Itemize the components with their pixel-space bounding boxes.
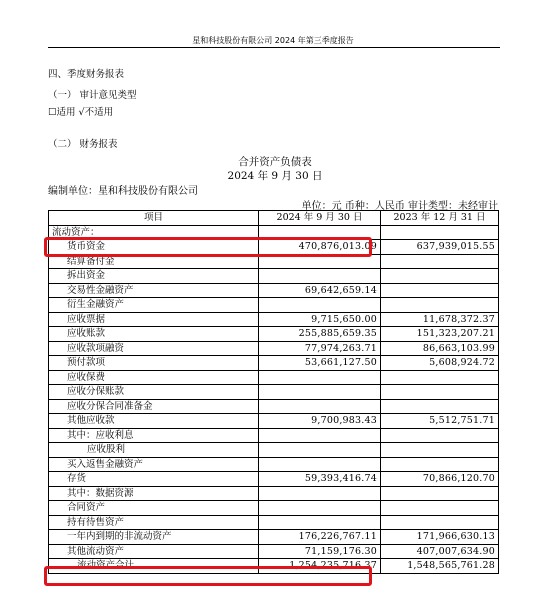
table-row — [49, 486, 499, 501]
value-prior — [381, 457, 499, 472]
value-prior: 5,608,924.72 — [381, 356, 499, 371]
column-header-item: 项目 — [49, 211, 259, 226]
section-label: 流动资产： — [49, 225, 259, 240]
value-current: 59,393,416.74 — [259, 472, 381, 487]
table-row — [49, 472, 499, 487]
row-label: 合同资产 — [49, 501, 259, 516]
value-prior: 70,866,120.70 — [381, 472, 499, 487]
financial-statements-heading: （二） 财务报表 — [48, 139, 118, 150]
value-prior — [381, 515, 499, 530]
value-current — [259, 298, 381, 313]
value-prior — [381, 501, 499, 516]
page-header: 星和科技股份有限公司 2024 年第三季度报告 — [192, 36, 354, 45]
value-prior — [381, 385, 499, 400]
row-label: 其中：数据资源 — [49, 486, 259, 501]
table-row — [49, 385, 499, 400]
table-row — [49, 283, 499, 298]
value-prior — [381, 486, 499, 501]
value-current: 1,254,235,716.37 — [259, 559, 381, 574]
value-prior — [381, 428, 499, 443]
row-label: 拆出资金 — [49, 269, 259, 284]
section-heading: 四、季度财务报表 — [48, 69, 125, 80]
value-prior — [381, 443, 499, 458]
row-label: 持有待售资产 — [49, 515, 259, 530]
table-row — [49, 341, 499, 356]
row-label: 结算备付金 — [49, 254, 259, 269]
value-prior — [381, 283, 499, 298]
value-prior: 637,939,015.55 — [381, 240, 499, 255]
table-row — [49, 327, 499, 342]
value-prior: 11,678,372.37 — [381, 312, 499, 327]
audit-opinion-heading: （一） 审计意见类型 — [48, 90, 137, 101]
value-current: 69,642,659.14 — [259, 283, 381, 298]
value-current — [259, 457, 381, 472]
value-prior: 151,323,207.21 — [381, 327, 499, 342]
empty-cell — [381, 225, 499, 240]
row-label: 应收票据 — [49, 312, 259, 327]
value-current: 176,226,767.11 — [259, 530, 381, 545]
preparing-company: 编制单位：星和科技股份有限公司 — [48, 186, 198, 197]
table-row — [49, 356, 499, 371]
row-label: 应收账款 — [49, 327, 259, 342]
row-label: 应收款项融资 — [49, 341, 259, 356]
column-header-current: 2024 年 9 月 30 日 — [259, 211, 381, 226]
value-current: 9,700,983.43 — [259, 414, 381, 429]
value-prior: 407,007,634.90 — [381, 544, 499, 559]
table-row — [49, 269, 499, 284]
table-row — [49, 298, 499, 313]
row-label: 交易性金融资产 — [49, 283, 259, 298]
value-current: 255,885,659.35 — [259, 327, 381, 342]
table-row — [49, 501, 499, 516]
value-current — [259, 269, 381, 284]
row-label: 流动资产合计 — [49, 559, 259, 574]
row-label: 其他流动资产 — [49, 544, 259, 559]
row-label: 预付款项 — [49, 356, 259, 371]
value-current: 9,715,650.00 — [259, 312, 381, 327]
value-current: 71,159,176.30 — [259, 544, 381, 559]
row-label: 其中：应收利息 — [49, 428, 259, 443]
table-row — [49, 457, 499, 472]
value-prior — [381, 399, 499, 414]
row-label: 货币资金 — [49, 240, 259, 255]
value-current — [259, 399, 381, 414]
value-prior: 1,548,565,761.28 — [381, 559, 499, 574]
value-prior — [381, 370, 499, 385]
row-label: 存货 — [49, 472, 259, 487]
value-current: 470,876,013.09 — [259, 240, 381, 255]
highlight-box-cash — [44, 237, 372, 257]
table-row — [49, 312, 499, 327]
value-prior: 86,663,103.99 — [381, 341, 499, 356]
row-label: 应收股利 — [49, 443, 259, 458]
statement-meta: 单位：元 币种：人民币 审计类型：未经审计 — [301, 201, 498, 212]
value-current — [259, 501, 381, 516]
highlight-box-current-assets-total — [44, 566, 372, 586]
table-row — [49, 399, 499, 414]
value-prior: 5,512,751.71 — [381, 414, 499, 429]
audit-options: ☐适用 √不适用 — [48, 107, 114, 118]
table-row — [49, 428, 499, 443]
row-label: 衍生金融资产 — [49, 298, 259, 313]
statement-date: 2024 年 9 月 30 日 — [227, 170, 323, 182]
table-row — [49, 515, 499, 530]
value-current — [259, 428, 381, 443]
value-current — [259, 515, 381, 530]
column-header-prior: 2023 年 12 月 31 日 — [381, 211, 499, 226]
row-label: 买入返售金融资产 — [49, 457, 259, 472]
value-prior — [381, 269, 499, 284]
header-rule — [48, 47, 500, 48]
table-row — [49, 530, 499, 545]
table-header-row — [49, 211, 499, 226]
value-current: 77,974,263.71 — [259, 341, 381, 356]
balance-sheet-table — [48, 210, 499, 574]
row-label: 应收分保账款 — [49, 385, 259, 400]
value-prior — [381, 254, 499, 269]
value-current: 53,661,127.50 — [259, 356, 381, 371]
value-prior — [381, 298, 499, 313]
table-row — [49, 414, 499, 429]
value-current — [259, 385, 381, 400]
row-label: 其他应收款 — [49, 414, 259, 429]
statement-title: 合并资产负债表 — [238, 156, 312, 168]
value-current — [259, 486, 381, 501]
value-current — [259, 370, 381, 385]
value-prior: 171,966,630.13 — [381, 530, 499, 545]
table-row — [49, 544, 499, 559]
row-label: 应收分保合同准备金 — [49, 399, 259, 414]
value-current — [259, 443, 381, 458]
table-row — [49, 443, 499, 458]
row-label: 一年内到期的非流动资产 — [49, 530, 259, 545]
row-label: 应收保费 — [49, 370, 259, 385]
table-row — [49, 370, 499, 385]
